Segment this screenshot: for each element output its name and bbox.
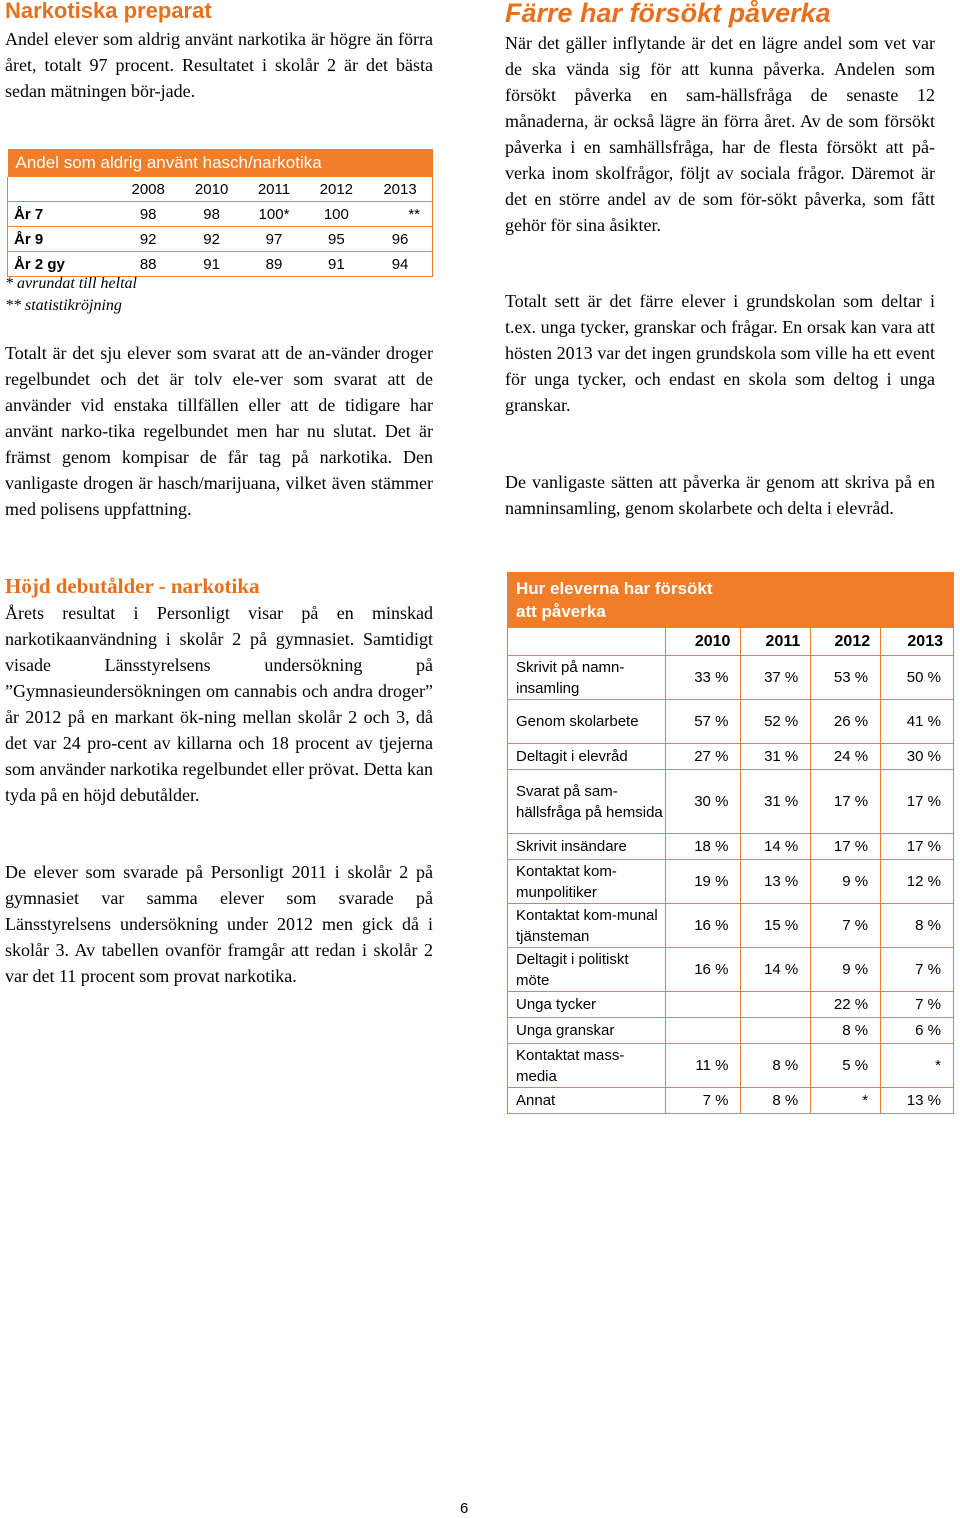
paragraph-vanligaste: De vanligaste sätten att påverka är genom att skriva på en namninsamling, genom skolarbete och delta i elevråd. bbox=[505, 472, 935, 518]
year-cell: 2013 bbox=[881, 628, 954, 656]
row-label: Unga granskar bbox=[508, 1018, 666, 1044]
value-cell: 8 % bbox=[811, 1018, 881, 1044]
value-cell bbox=[741, 992, 811, 1018]
value-cell: 16 % bbox=[665, 904, 741, 948]
value-cell: 7 % bbox=[665, 1088, 741, 1114]
year-cell: 2013 bbox=[368, 177, 432, 202]
value-cell: ** bbox=[368, 202, 432, 227]
paragraph-totalt: Totalt är det sju elever som svarat att de an-vänder droger regelbundet och det är tolv ele-ver som svarat att de använder vid enstaka tillfällen eller att de tidigare har använt narko-tika regelbundet men har nu slutat. Det är främst genom kompisar de får tag på narkotika. Den vanligaste drogen är hasch/marijuana, vilket även stämmer med polisens uppfattning. bbox=[5, 343, 433, 519]
table-title: Hur eleverna har försökt att påverka bbox=[508, 573, 741, 628]
year-cell: 2010 bbox=[180, 177, 243, 202]
table-row bbox=[8, 227, 433, 252]
value-cell: 17 % bbox=[811, 834, 881, 860]
value-cell: 41 % bbox=[881, 700, 954, 744]
value-cell: 5 % bbox=[811, 1044, 881, 1088]
table-row bbox=[508, 700, 954, 744]
value-cell: 100 bbox=[305, 202, 368, 227]
value-cell: 92 bbox=[116, 227, 179, 252]
value-cell: 57 % bbox=[665, 700, 741, 744]
value-cell: * bbox=[881, 1044, 954, 1088]
value-cell: * bbox=[811, 1088, 881, 1114]
row-label: Annat bbox=[508, 1088, 666, 1114]
table-row bbox=[8, 202, 433, 227]
value-cell: 96 bbox=[368, 227, 432, 252]
page-number: 6 bbox=[460, 1500, 469, 1517]
row-label: År 7 bbox=[8, 202, 117, 227]
value-cell: 16 % bbox=[665, 948, 741, 992]
value-cell bbox=[665, 992, 741, 1018]
value-cell: 15 % bbox=[741, 904, 811, 948]
row-label: Kontaktat kom-munpolitiker bbox=[508, 860, 666, 904]
value-cell: 8 % bbox=[741, 1044, 811, 1088]
value-cell: 12 % bbox=[881, 860, 954, 904]
row-label: Kontaktat mass-media bbox=[508, 1044, 666, 1088]
year-cell: 2011 bbox=[243, 177, 304, 202]
table-row bbox=[508, 834, 954, 860]
value-cell: 7 % bbox=[881, 992, 954, 1018]
paragraph-hojd: Årets resultat i Personligt visar på en minskad narkotikaanvändning i skolår 2 på gymnasiet. Samtidigt visade Länsstyrelsens undersökning på ”Gymnasieundersökningen om cannabis och andra droger” år 2012 på en markant ök-ning mellan skolår 2 och 3, då det var 24 pro-cent av killarna och 18 procent av tjejerna som använder narkotika regelbundet eller prövat. Detta kan tyda på en höjd debutålder. bbox=[5, 603, 433, 805]
value-cell: 31 % bbox=[741, 744, 811, 770]
table-year-row bbox=[8, 177, 433, 202]
table-body bbox=[508, 656, 954, 1114]
paragraph-influence: När det gäller inflytande är det en lägre andel som vet var de ska vända sig för att kunna påverka. Andelen som försökt påverka en sam-hällsfråga de senaste 12 månaderna, är också lägre än förra året. Av de som försökt påverka i en samhällsfråga, har de flesta försökt att på-verka inom skolfrågor, följt av sociala frågor. Däremot är det en större andel av de som för-sökt påverka, som fått gehör för sina åsikter. bbox=[505, 33, 935, 235]
value-cell: 30 % bbox=[881, 744, 954, 770]
value-cell: 26 % bbox=[811, 700, 881, 744]
value-cell: 22 % bbox=[811, 992, 881, 1018]
value-cell: 8 % bbox=[741, 1088, 811, 1114]
value-cell: 53 % bbox=[811, 656, 881, 700]
note-rounded: * avrundat till heltal bbox=[5, 275, 137, 292]
value-cell: 50 % bbox=[881, 656, 954, 700]
intro-paragraph: Andel elever som aldrig använt narkotika är högre än förra året, totalt 97 procent. Resultatet i skolår 2 är det bästa sedan mätningen bör-jade. bbox=[5, 29, 433, 101]
year-cell: 2010 bbox=[665, 628, 741, 656]
table-row bbox=[8, 252, 433, 277]
value-cell: 95 bbox=[305, 227, 368, 252]
row-label: År 9 bbox=[8, 227, 117, 252]
section-title-hojd: Höjd debutålder - narkotika bbox=[5, 574, 260, 598]
table-never-used-narcotics bbox=[7, 149, 433, 277]
value-cell: 9 % bbox=[811, 860, 881, 904]
value-cell: 91 bbox=[180, 252, 243, 277]
value-cell: 17 % bbox=[881, 834, 954, 860]
value-cell: 37 % bbox=[741, 656, 811, 700]
table-row bbox=[508, 1044, 954, 1088]
value-cell: 18 % bbox=[665, 834, 741, 860]
value-cell bbox=[741, 1018, 811, 1044]
table-row bbox=[508, 860, 954, 904]
value-cell: 98 bbox=[180, 202, 243, 227]
row-label: Skrivit på namn-insamling bbox=[508, 656, 666, 700]
year-cell: 2011 bbox=[741, 628, 811, 656]
value-cell: 30 % bbox=[665, 770, 741, 834]
table-row bbox=[508, 1088, 954, 1114]
value-cell: 98 bbox=[116, 202, 179, 227]
value-cell: 13 % bbox=[741, 860, 811, 904]
value-cell: 91 bbox=[305, 252, 368, 277]
value-cell: 6 % bbox=[881, 1018, 954, 1044]
paragraph-elever: De elever som svarade på Personligt 2011 i skolår 2 på gymnasiet var samma elever som svarade på Länsstyrelsens undersökning under 2012 men gick då i skolår 3. Av tabellen ovanför framgår att redan i skolår 2 var det 11 procent som provat narkotika. bbox=[5, 862, 433, 986]
table-notes bbox=[5, 273, 137, 317]
value-cell: 88 bbox=[116, 252, 179, 277]
value-cell: 14 % bbox=[741, 834, 811, 860]
row-label: Unga tycker bbox=[508, 992, 666, 1018]
table-row bbox=[508, 770, 954, 834]
table-title: Andel som aldrig använt hasch/narkotika bbox=[8, 149, 433, 177]
row-label: År 2 gy bbox=[8, 252, 117, 277]
row-label: Deltagit i elevråd bbox=[508, 744, 666, 770]
table-influence-methods bbox=[507, 572, 954, 1114]
value-cell: 19 % bbox=[665, 860, 741, 904]
value-cell: 52 % bbox=[741, 700, 811, 744]
year-cell: 2008 bbox=[116, 177, 179, 202]
value-cell: 33 % bbox=[665, 656, 741, 700]
table-row bbox=[508, 948, 954, 992]
value-cell: 27 % bbox=[665, 744, 741, 770]
value-cell: 7 % bbox=[881, 948, 954, 992]
year-cell: 2012 bbox=[811, 628, 881, 656]
value-cell: 8 % bbox=[881, 904, 954, 948]
value-cell: 94 bbox=[368, 252, 432, 277]
row-label: Svarat på sam-hällsfråga på hemsida bbox=[508, 770, 666, 834]
value-cell: 9 % bbox=[811, 948, 881, 992]
table-year-row bbox=[508, 628, 954, 656]
table-row bbox=[508, 656, 954, 700]
value-cell: 97 bbox=[243, 227, 304, 252]
row-label: Genom skolarbete bbox=[508, 700, 666, 744]
section-title-narkotiska: Narkotiska preparat bbox=[5, 0, 212, 23]
value-cell bbox=[665, 1018, 741, 1044]
section-title-farre: Färre har försökt påverka bbox=[505, 0, 831, 28]
table-row bbox=[508, 1018, 954, 1044]
paragraph-totalt-grundskolan: Totalt sett är det färre elever i grundskolan som deltar i t.ex. unga tycker, granskar och frågar. En orsak kan vara att hösten 2013 var det ingen grundskola som ville ha ett event för unga tycker, och endast en skola som deltog i unga granskar. bbox=[505, 291, 935, 415]
value-cell: 31 % bbox=[741, 770, 811, 834]
row-label: Deltagit i politiskt möte bbox=[508, 948, 666, 992]
table-row bbox=[508, 744, 954, 770]
value-cell: 13 % bbox=[881, 1088, 954, 1114]
table-row bbox=[508, 992, 954, 1018]
value-cell: 17 % bbox=[881, 770, 954, 834]
value-cell: 100* bbox=[243, 202, 304, 227]
table-row bbox=[508, 904, 954, 948]
value-cell: 7 % bbox=[811, 904, 881, 948]
note-suppression: ** statistikröjning bbox=[5, 297, 122, 314]
value-cell: 14 % bbox=[741, 948, 811, 992]
value-cell: 11 % bbox=[665, 1044, 741, 1088]
row-label: Skrivit insändare bbox=[508, 834, 666, 860]
value-cell: 17 % bbox=[811, 770, 881, 834]
value-cell: 89 bbox=[243, 252, 304, 277]
value-cell: 92 bbox=[180, 227, 243, 252]
year-cell: 2012 bbox=[305, 177, 368, 202]
value-cell: 24 % bbox=[811, 744, 881, 770]
row-label: Kontaktat kom-munal tjänsteman bbox=[508, 904, 666, 948]
